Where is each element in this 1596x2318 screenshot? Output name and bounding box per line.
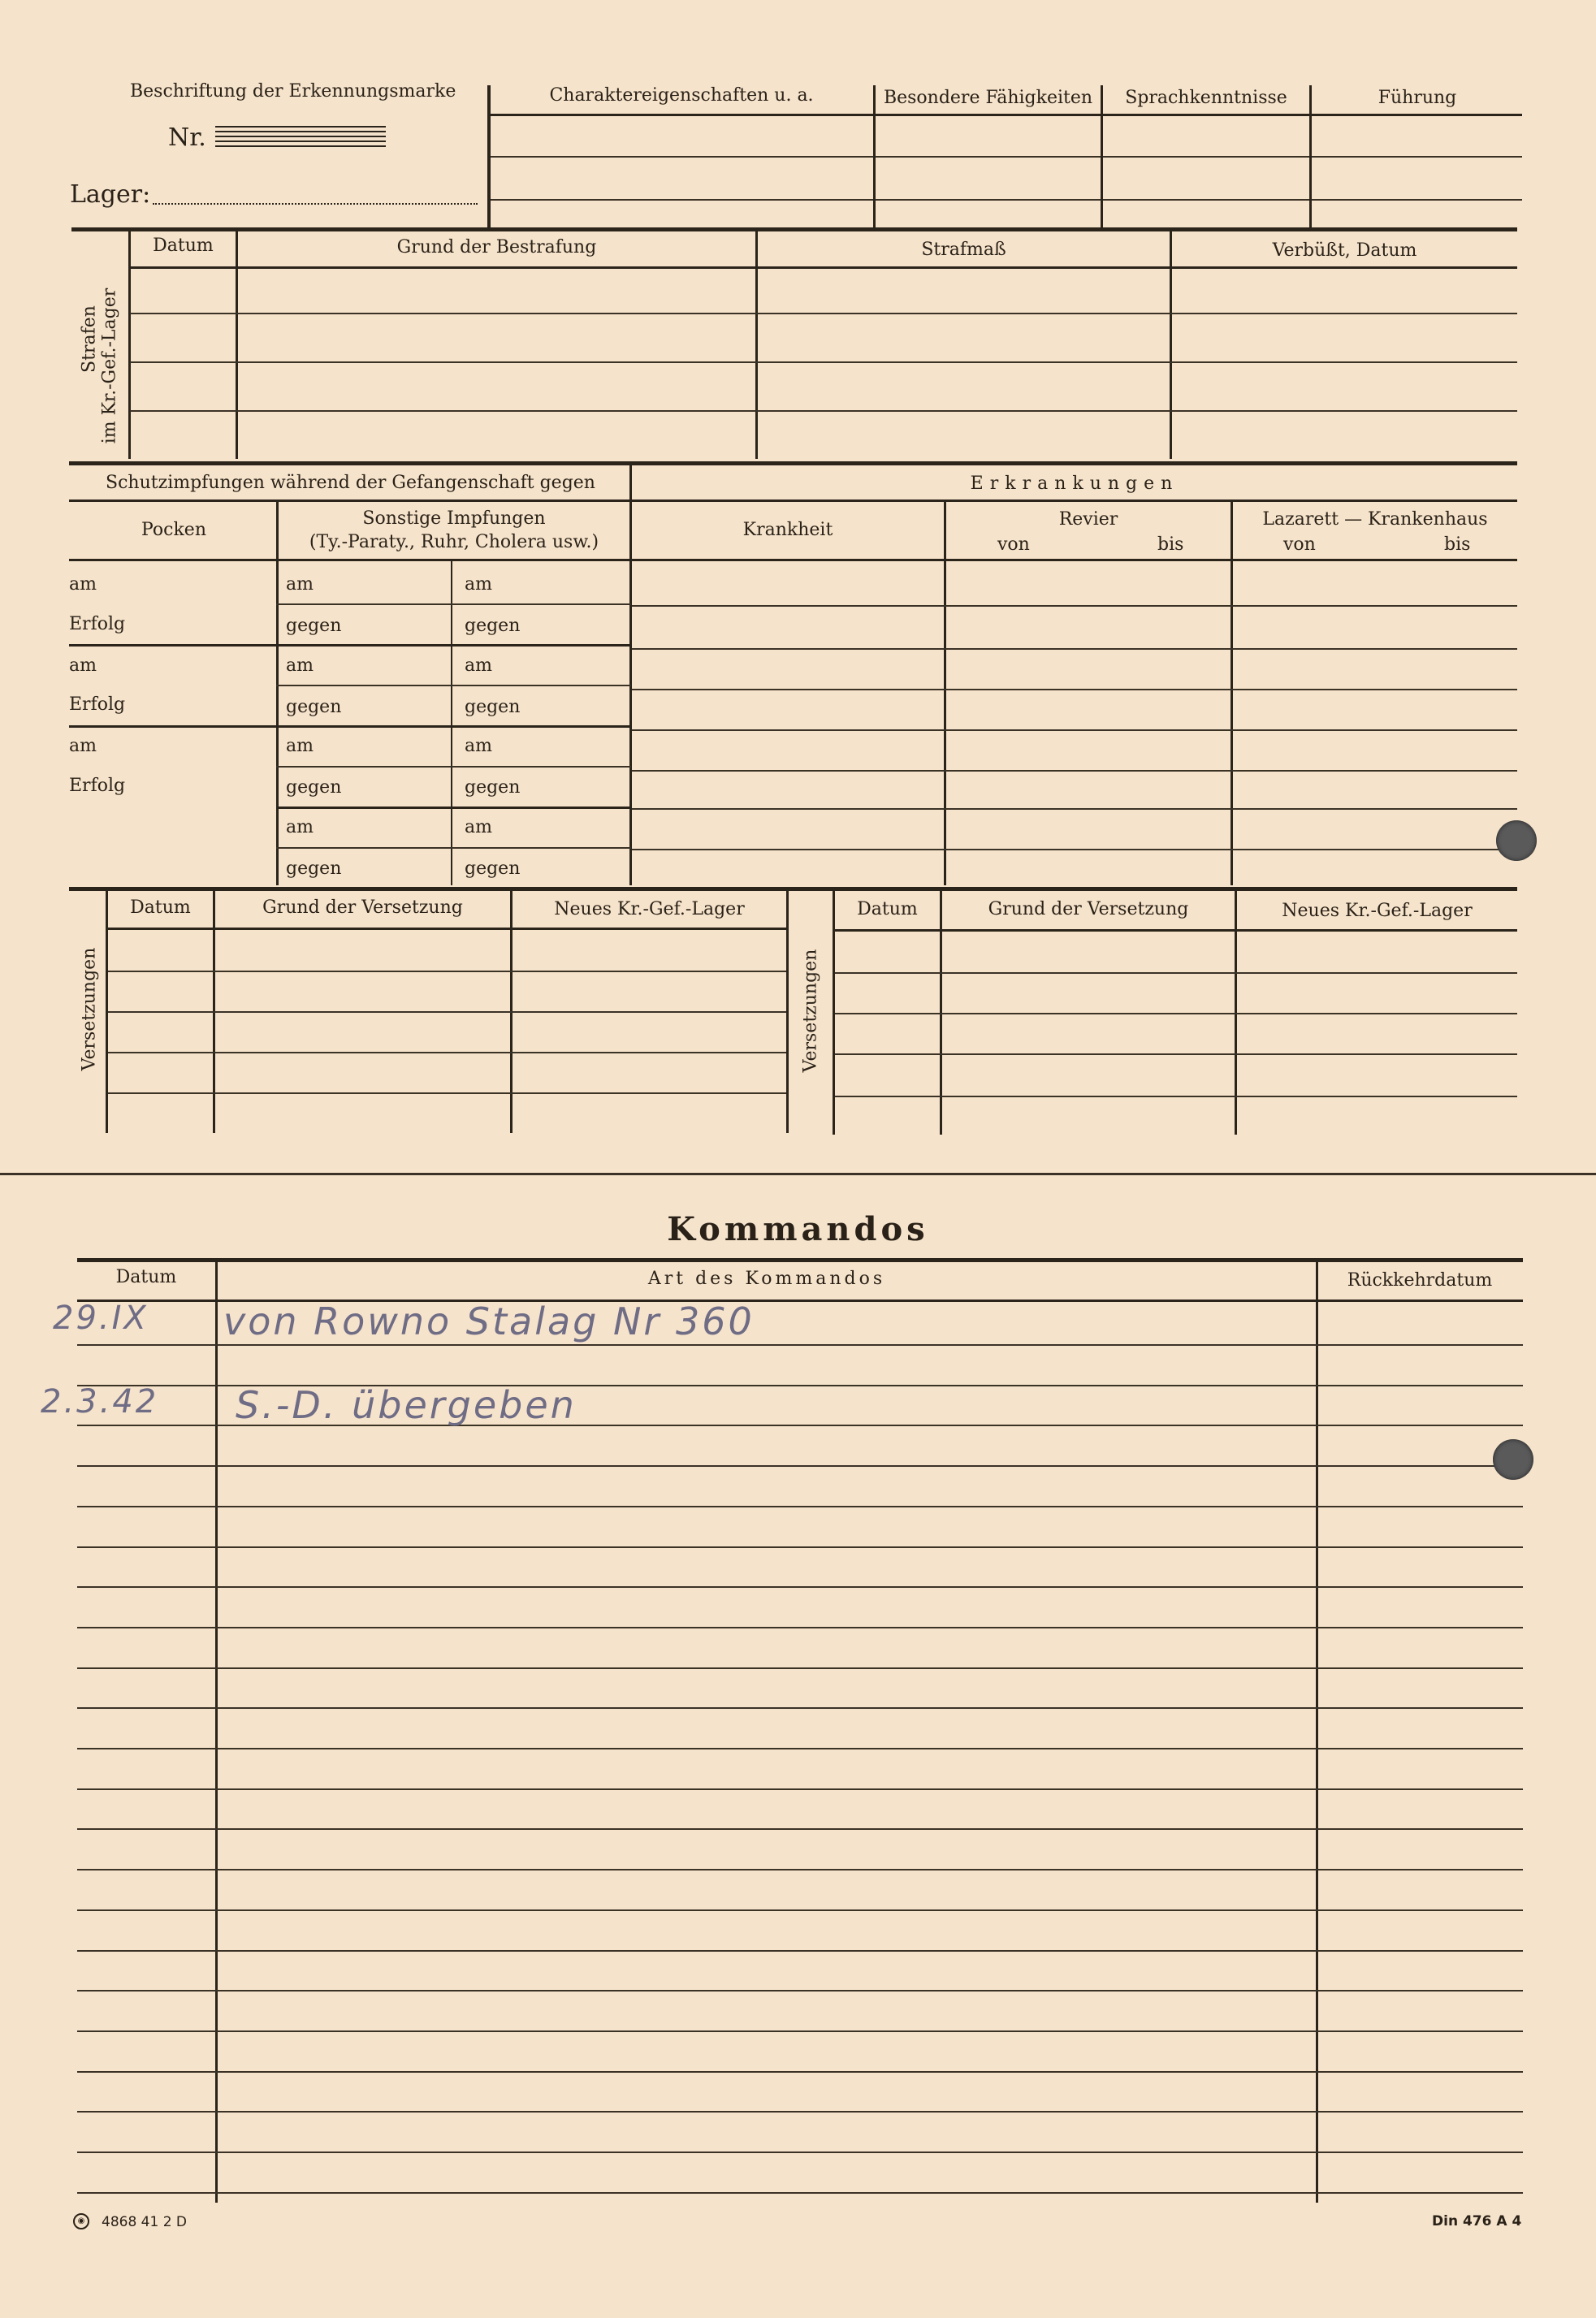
erkrankungen-title: Erkrankungen (970, 474, 1179, 494)
strafen-side-label-2: im Kr.-Gef.-Lager (99, 288, 120, 444)
row-gegen-3c: gegen (465, 777, 521, 798)
vers-right-col-lager: Neues Kr.-Gef.-Lager (1282, 901, 1473, 921)
fold-line (0, 1173, 1596, 1175)
kommandos-row-line (77, 1506, 1523, 1507)
kommandos-row-line (77, 1869, 1523, 1870)
strafen-col-verbuesst: Verbüßt, Datum (1272, 240, 1417, 261)
revier-bis: bis (1157, 534, 1184, 555)
entry-1-datum: 29.IX (53, 1300, 149, 1337)
entry-2-datum: 2.3.42 (41, 1383, 159, 1421)
kommandos-col-datum: Datum (115, 1267, 177, 1287)
row-am-2c: am (465, 655, 492, 676)
row-gegen-1b: gegen (286, 616, 342, 636)
revier-von: von (997, 534, 1030, 555)
kommandos-row-line (77, 1950, 1523, 1952)
vers-left-col-lager: Neues Kr.-Gef.-Lager (554, 899, 745, 919)
col-sprachkenntnisse: Sprachkenntnisse (1125, 88, 1287, 108)
row-am-3b: am (286, 736, 314, 756)
row-am-4c: am (465, 817, 492, 837)
strafen-side-label-1: Strafen (79, 305, 100, 373)
kommandos-row-line (77, 1546, 1523, 1548)
row-am-2: am (69, 655, 97, 676)
kommandos-col-rueckkehr: Rückkehrdatum (1347, 1270, 1493, 1291)
vers-left-col-grund: Grund der Versetzung (262, 897, 463, 918)
kommandos-row-line (77, 2030, 1523, 2032)
kommandos-row-line (77, 1667, 1523, 1669)
row-erfolg-2: Erfolg (69, 694, 126, 715)
row-gegen-4b: gegen (286, 858, 342, 879)
kommandos-row-line (77, 2192, 1523, 2194)
punch-hole-top (1496, 820, 1537, 861)
kommandos-row-line (77, 1344, 1523, 1346)
kommandos-row-line (77, 2071, 1523, 2073)
row-erfolg-1: Erfolg (69, 614, 126, 634)
strafen-col-datum: Datum (153, 236, 214, 256)
row-gegen-4c: gegen (465, 858, 521, 879)
col-fuehrung: Führung (1378, 88, 1457, 108)
row-erfolg-3: Erfolg (69, 776, 126, 796)
kommandos-row-line (77, 1627, 1523, 1628)
lazarett-von: von (1283, 534, 1316, 555)
strafen-col-strafmass: Strafmaß (921, 240, 1006, 260)
strafen-col-grund: Grund der Bestrafung (396, 237, 597, 257)
row-am-1c: am (465, 574, 492, 595)
kommandos-col-art: Art des Kommandos (647, 1269, 886, 1289)
kommandos-row-line (77, 1828, 1523, 1830)
lager-label: Lager: (70, 180, 151, 209)
kommandos-row-line (77, 1707, 1523, 1709)
impfungen-sonstige-1: Sonstige Impfungen (362, 508, 546, 529)
kommandos-row-line (77, 1909, 1523, 1911)
kommandos-row-line (77, 1788, 1523, 1790)
punch-hole-bottom (1493, 1439, 1533, 1480)
entry-2-art: S.-D. übergeben (236, 1383, 577, 1427)
col-lazarett: Lazarett — Krankenhaus (1262, 509, 1488, 530)
kommandos-title: Kommandos (667, 1210, 929, 1248)
nr-lines (215, 126, 386, 150)
versetzungen-side-label-right: Versetzungen (800, 949, 821, 1073)
kommandos-row-line (77, 2111, 1523, 2113)
erkennungsmarke-label: Beschriftung der Erkennungsmarke (130, 81, 456, 102)
footer-code: 4868 41 2 D (102, 2214, 188, 2230)
kommandos-row-line (77, 1465, 1523, 1467)
vers-right-col-grund: Grund der Versetzung (988, 899, 1189, 919)
kommandos-row-line (77, 2152, 1523, 2153)
row-am-4b: am (286, 817, 314, 837)
row-gegen-2b: gegen (286, 697, 342, 717)
col-charakter: Charaktereigenschaften u. a. (549, 85, 814, 106)
impfungen-sonstige-2: (Ty.-Paraty., Ruhr, Cholera usw.) (309, 532, 599, 552)
row-gegen-3b: gegen (286, 777, 342, 798)
vers-right-col-datum: Datum (857, 899, 918, 919)
nr-label: Nr. (168, 123, 206, 152)
kommandos-row-line (77, 1586, 1523, 1588)
row-gegen-1c: gegen (465, 616, 521, 636)
footer-din: Din 476 A 4 (1432, 2213, 1522, 2229)
lager-dotted-line (153, 203, 478, 205)
row-am-2b: am (286, 655, 314, 676)
row-am-1b: am (286, 574, 314, 595)
col-krankheit: Krankheit (742, 520, 833, 540)
vers-left-col-datum: Datum (130, 897, 191, 918)
kommandos-row-line (77, 1990, 1523, 1991)
col-revier: Revier (1058, 509, 1118, 530)
row-am-1: am (69, 574, 97, 595)
impfungen-title: Schutzimpfungen während der Gefangenschaft gegen (106, 473, 595, 493)
versetzungen-side-label-left: Versetzungen (79, 947, 100, 1071)
kommandos-row-line (77, 1748, 1523, 1749)
row-gegen-2c: gegen (465, 697, 521, 717)
row-am-3c: am (465, 736, 492, 756)
publisher-mark-icon: ◉ (73, 2213, 89, 2229)
row-am-3: am (69, 736, 97, 756)
col-faehigkeiten: Besondere Fähigkeiten (883, 88, 1093, 108)
impfungen-pocken: Pocken (141, 520, 206, 540)
entry-1-art: von Rowno Stalag Nr 360 (223, 1300, 755, 1343)
lazarett-bis: bis (1444, 534, 1471, 555)
